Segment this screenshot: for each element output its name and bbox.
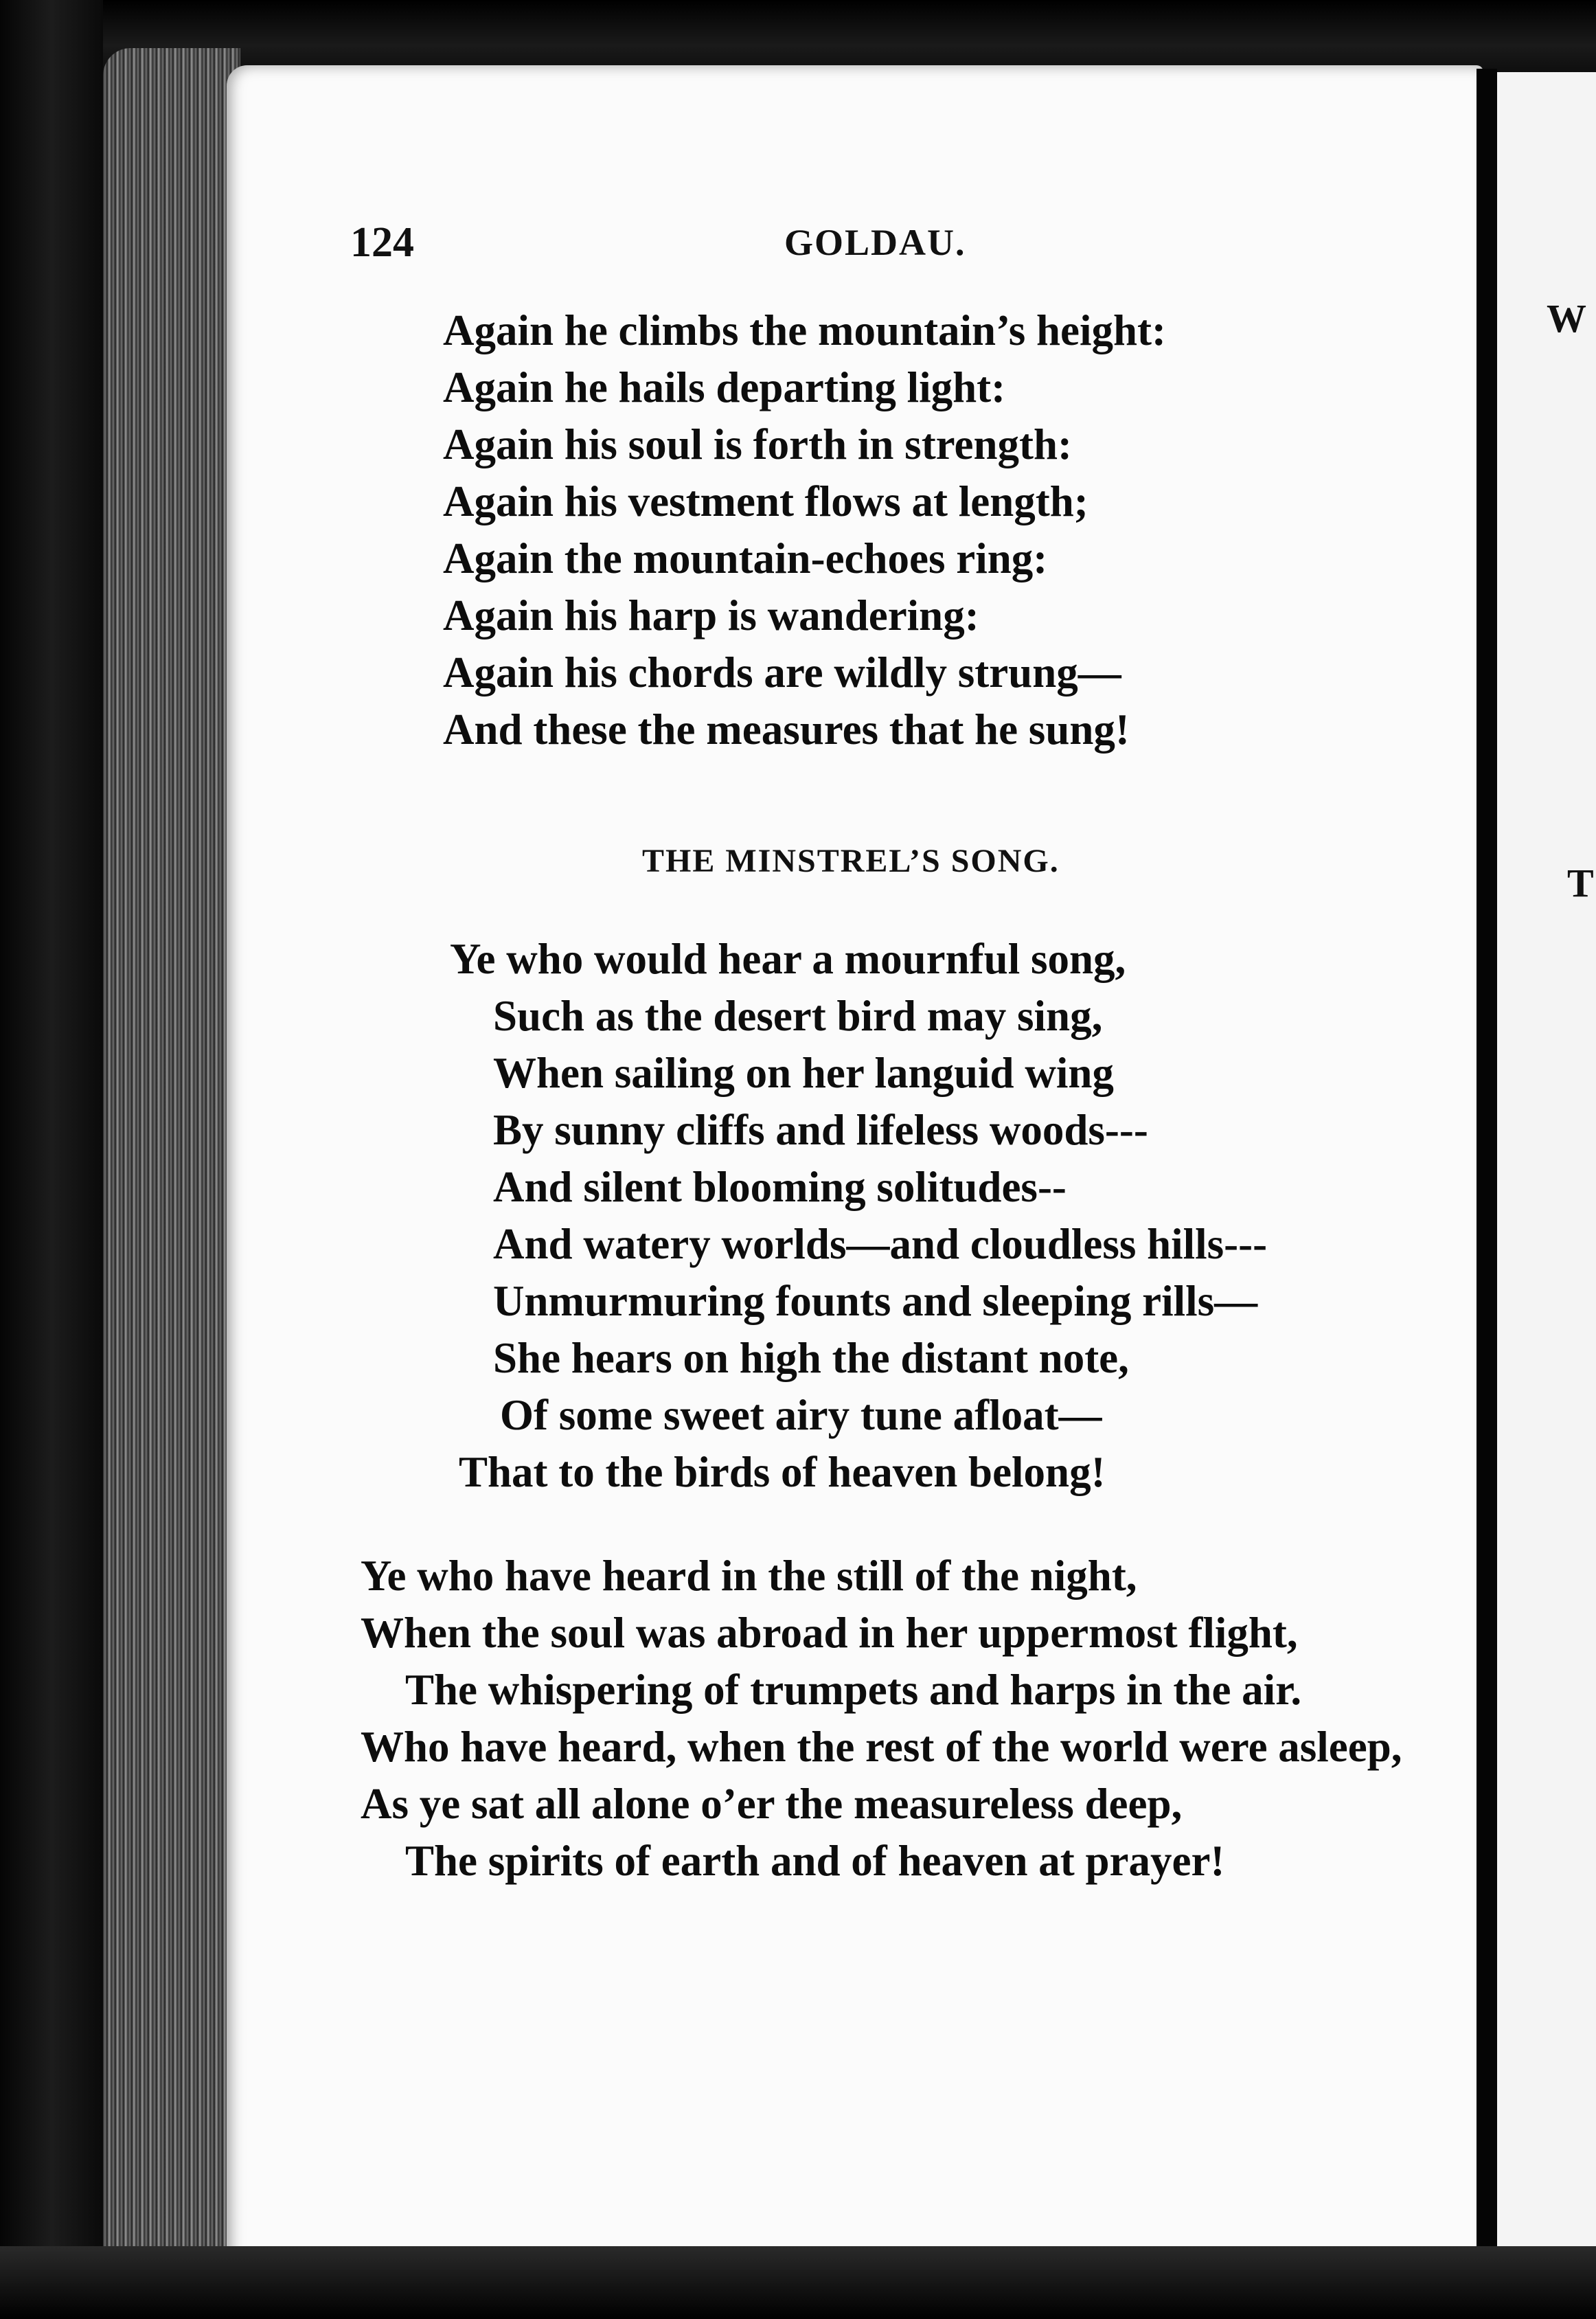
section-title: THE MINSTREL’S SONG. xyxy=(642,843,1060,879)
verse-line: Again his soul is forth in strength: xyxy=(443,420,1072,468)
facing-page xyxy=(1497,72,1596,2281)
verse-line: The whispering of trumpets and harps in the air. xyxy=(405,1666,1302,1714)
binding-bottom xyxy=(0,2246,1596,2319)
verse-line: Again the mountain-echoes ring: xyxy=(443,534,1048,582)
verse-line: And silent blooming solitudes-- xyxy=(493,1163,1067,1211)
verse-line: Again he climbs the mountain’s height: xyxy=(443,306,1167,354)
verse-line: And these the measures that he sung! xyxy=(443,705,1130,754)
verse-line: Again his vestment flows at length; xyxy=(443,477,1088,525)
book-spine xyxy=(0,0,103,2319)
verse-line: She hears on high the distant note, xyxy=(493,1334,1129,1382)
verse-line: Such as the desert bird may sing, xyxy=(493,992,1103,1040)
facing-page-letter: T xyxy=(1567,861,1594,905)
book-gutter xyxy=(1477,69,1497,2281)
verse-line: Of some sweet airy tune afloat— xyxy=(500,1391,1102,1439)
verse-line: Again his chords are wildly strung— xyxy=(443,648,1121,697)
verse-line: Ye who would hear a mournful song, xyxy=(450,935,1126,983)
verse-line: That to the birds of heaven belong! xyxy=(459,1448,1106,1496)
page-edges xyxy=(103,48,240,2287)
verse-line: When the soul was abroad in her uppermost flight, xyxy=(361,1609,1298,1657)
verse-line: Again he hails departing light: xyxy=(443,363,1006,411)
verse-line: The spirits of earth and of heaven at prayer! xyxy=(405,1837,1225,1885)
page-number: 124 xyxy=(350,219,414,266)
verse-line: And watery worlds—and cloudless hills--- xyxy=(493,1220,1268,1268)
verse-line: Ye who have heard in the still of the night, xyxy=(361,1552,1137,1600)
verse-line: Unmurmuring founts and sleeping rills— xyxy=(493,1277,1258,1325)
facing-page-letter: W xyxy=(1547,296,1586,341)
verse-line: As ye sat all alone o’er the measureless deep, xyxy=(361,1780,1183,1828)
verse-line: Who have heard, when the rest of the world were asleep, xyxy=(361,1723,1402,1771)
running-head: GOLDAU. xyxy=(784,222,966,263)
verse-line: By sunny cliffs and lifeless woods--- xyxy=(493,1106,1148,1154)
verse-line: Again his harp is wandering: xyxy=(443,591,979,640)
verse-line: When sailing on her languid wing xyxy=(493,1049,1114,1097)
